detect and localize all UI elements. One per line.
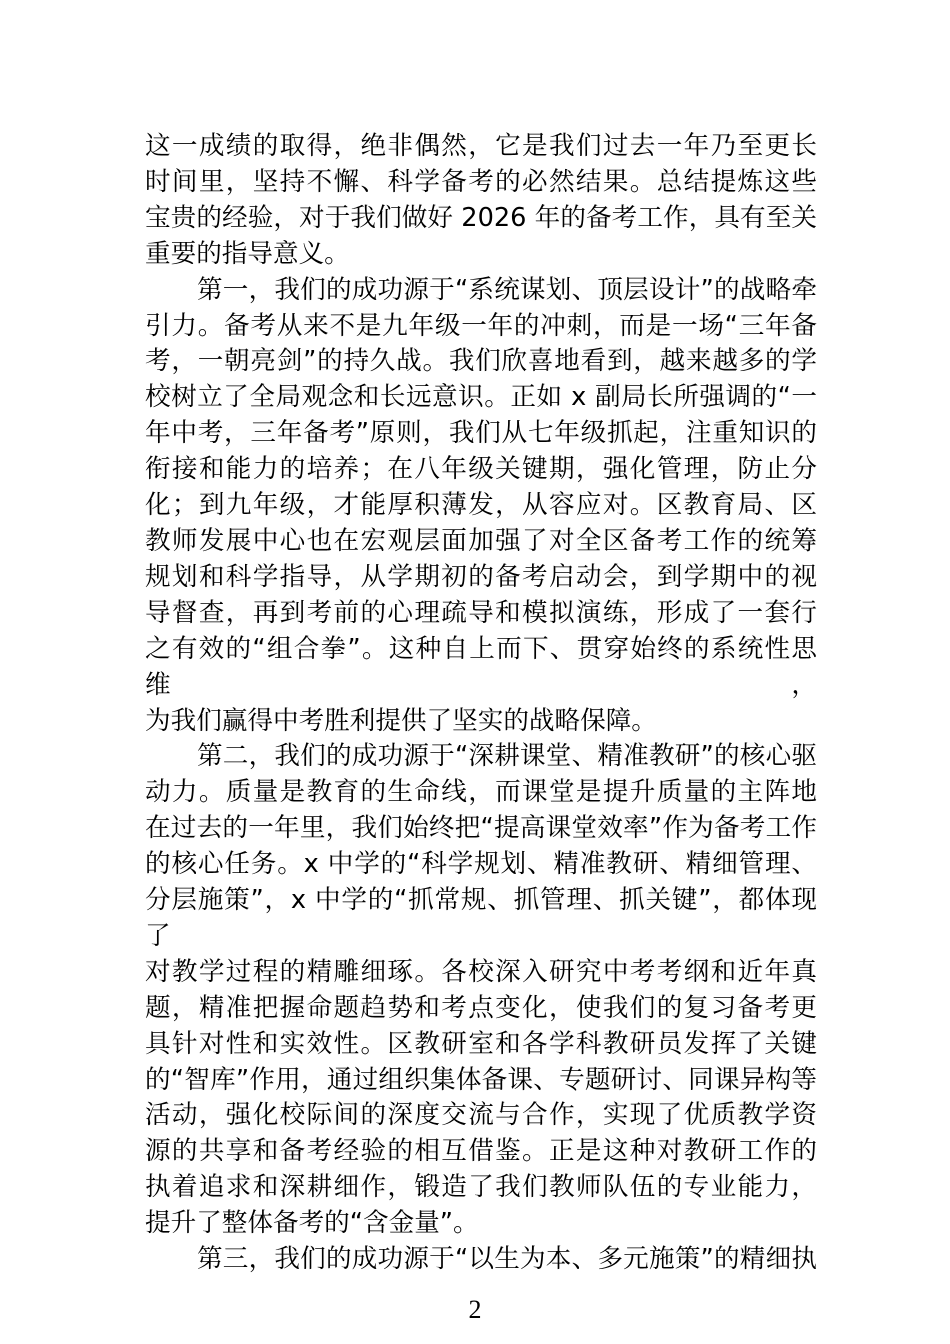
- text-line: 第三，我们的成功源于“以生为本、多元施策”的精细执: [197, 1244, 817, 1275]
- text-line: 重要的指导意义。: [145, 238, 350, 269]
- text-line: 源的共享和备考经验的相互借鉴。正是这种对教研工作的: [145, 1136, 817, 1167]
- paragraph: [145, 1242, 817, 1278]
- text-line: 规划和科学指导，从学期初的备考启动会，到学期中的视: [145, 561, 817, 592]
- text-line: 分层施策”，x 中学的“抓常规、抓管理、抓关键”，都体现了: [145, 885, 817, 951]
- text-line: 为我们赢得中考胜利提供了坚实的战略保障。: [145, 705, 657, 736]
- text-line: 引力。备考从来不是九年级一年的冲刺，而是一场“三年备: [145, 310, 817, 341]
- paragraph: [145, 739, 817, 1242]
- text-line: 第二，我们的成功源于“深耕课堂、精准教研”的核心驱: [197, 741, 817, 772]
- text-line: 题，精准把握命题趋势和考点变化，使我们的复习备考更: [145, 992, 817, 1023]
- text-line: 执着追求和深耕细作，锻造了我们教师队伍的专业能力，: [145, 1172, 817, 1203]
- paragraph: [145, 273, 817, 740]
- text-line: 之有效的“组合拳”。这种自上而下、贯穿始终的系统性思维，: [145, 633, 817, 700]
- text-line: 校树立了全局观念和长远意识。正如 x 副局长所强调的“一: [145, 382, 817, 413]
- text-line: 提升了整体备考的“含金量”。: [145, 1208, 479, 1239]
- text-line: 化；到九年级，才能厚积薄发，从容应对。区教育局、区: [145, 490, 817, 521]
- text-line: 衔接和能力的培养；在八年级关键期，强化管理，防止分: [145, 454, 817, 485]
- text-line: 时间里，坚持不懈、科学备考的必然结果。总结提炼这些: [145, 166, 817, 197]
- text-line: 动力。质量是教育的生命线，而课堂是提升质量的主阵地: [145, 777, 817, 808]
- text-line: 的“智库”作用，通过组织集体备课、专题研讨、同课异构等: [145, 1064, 817, 1095]
- document-body: [145, 0, 817, 1278]
- text-line: 的核心任务。x 中学的“科学规划、精准教研、精细管理、: [145, 849, 817, 880]
- text-line: 对教学过程的精雕细琢。各校深入研究中考考纲和近年真: [145, 956, 817, 987]
- text-line: 这一成绩的取得，绝非偶然，它是我们过去一年乃至更长: [145, 131, 817, 161]
- text-line: 活动，强化校际间的深度交流与合作，实现了优质教学资: [145, 1100, 817, 1131]
- text-line: 导督查，再到考前的心理疏导和模拟演练，形成了一套行: [145, 597, 817, 628]
- text-line: 第一，我们的成功源于“系统谋划、顶层设计”的战略牵: [197, 274, 817, 305]
- text-line: 年中考，三年备考”原则，我们从七年级抓起，注重知识的: [145, 418, 817, 449]
- paragraph: [145, 129, 817, 273]
- text-line: 考，一朝亮剑”的持久战。我们欣喜地看到，越来越多的学: [145, 346, 817, 377]
- text-line: 在过去的一年里，我们始终把“提高课堂效率”作为备考工作: [145, 813, 817, 844]
- text-line: 宝贵的经验，对于我们做好 2026 年的备考工作，具有至关: [145, 202, 817, 233]
- page-number: 2: [468, 1295, 482, 1324]
- text-line: 教师发展中心也在宏观层面加强了对全区备考工作的统筹: [145, 525, 817, 556]
- text-line: 具针对性和实效性。区教研室和各学科教研员发挥了关键: [145, 1028, 817, 1059]
